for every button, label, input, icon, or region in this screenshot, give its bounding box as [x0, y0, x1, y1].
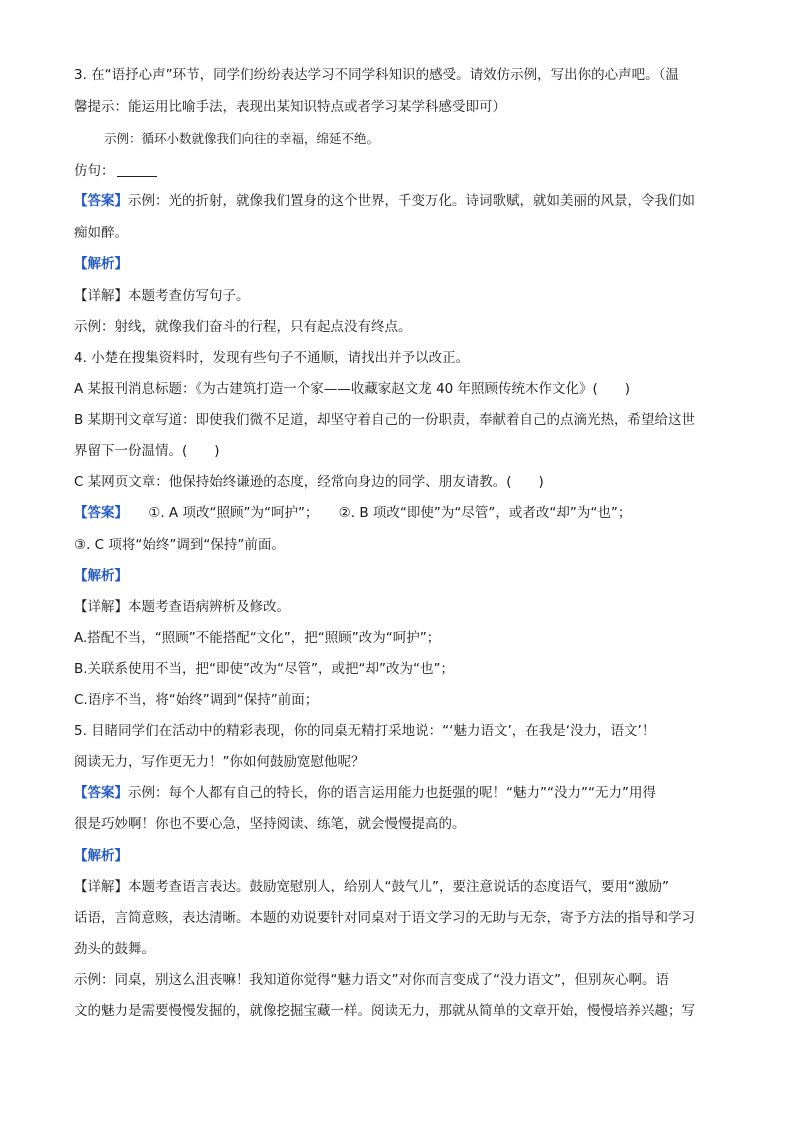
q5-detail-text: 本题考查语言表达。鼓励宽慰别人，给别人“鼓气儿”，要注意说话的态度语气，要用“激励” — [128, 879, 669, 895]
q4-option-a: A 某报刊消息标题：《为古建筑打造一个家——收藏家赵文龙 40 年照顾传统木作文化》( ) — [74, 381, 631, 397]
q4-answer-text: ①. A 项改“照顾”为“呵护”； ②. B 项改“即使”为“尽管”，或者改“却”为“也”； — [121, 505, 632, 521]
q4-detail-a: A.搭配不当，“照顾”不能搭配“文化”，把“照顾”改为“呵护”； — [74, 630, 441, 646]
q5-stem-line1: 5. 目睹同学们在活动中的精彩表现，你的同桌无精打采地说：“‘魅力语文’，在我是‘没力，语文’！ — [74, 723, 656, 739]
q4-detail-b: B.关联系使用不当，把“即使”改为“尽管”，或把“却”改为“也”； — [74, 661, 455, 677]
q4-option-b-line2: 界留下一份温情。( ) — [74, 443, 220, 459]
q3-answer-line1 — [74, 191, 728, 211]
q3-stem-line2: 馨提示：能运用比喻手法，表现出某知识特点或者学习某学科感受即可） — [74, 99, 506, 115]
q4-option-b-line1: B 某期刊文章写道：即使我们微不足道，却坚守着自己的一份职责，奉献着自己的点滴光热，希望给这世 — [74, 412, 696, 428]
q3-detail — [74, 286, 728, 306]
q4-detail-text: 本题考查语病辨析及修改。 — [128, 599, 290, 615]
q4-detail — [74, 597, 728, 617]
q4-answer-line2: ③. C 项将“始终”调到“保持”前面。 — [74, 537, 285, 553]
answer-blank — [117, 162, 157, 177]
detail-tag: 【详解】 — [74, 879, 128, 895]
q5-answer-line1 — [74, 783, 728, 803]
answer-tag: 【答案】 — [74, 193, 128, 209]
q3-detail-example: 示例：射线，就像我们奋斗的行程，只有起点没有终点。 — [74, 319, 412, 335]
q3-example: 示例：循环小数就像我们向往的幸福，绵延不绝。 — [104, 131, 380, 146]
q3-prompt — [74, 161, 728, 181]
q5-detail-line3: 劲头的鼓舞。 — [74, 941, 155, 957]
q4-option-c: C 某网页文章：他保持始终谦逊的态度，经常向身边的同学、朋友请教。( ) — [74, 474, 544, 490]
q5-stem-line2: 阅读无力，写作更无力！”你如何鼓励宽慰他呢？ — [74, 754, 365, 770]
analysis-tag: 【解析】 — [74, 568, 128, 584]
q5-answer-text: 示例：每个人都有自己的特长，你的语言运用能力也挺强的呢！“魅力”“没力”“无力”用得 — [128, 785, 656, 801]
q3-answer-text: 示例：光的折射，就像我们置身的这个世界，千变万化。诗词歌赋，就如美丽的风景，令我们如 — [128, 193, 695, 209]
q4-detail-c: C.语序不当，将“始终”调到“保持”前面； — [74, 692, 319, 708]
q3-detail-text: 本题考查仿写句子。 — [128, 288, 250, 304]
q5-detail-line2: 话语，言简意赅，表达清晰。本题的劝说要针对同桌对于语文学习的无助与无奈，寄予方法的指导和学习 — [74, 910, 695, 926]
detail-tag: 【详解】 — [74, 288, 128, 304]
q5-example-line2: 文的魅力是需要慢慢发掘的，就像挖掘宝藏一样。阅读无力，那就从简单的文章开始，慢慢培养兴趣；写 — [74, 1003, 695, 1019]
detail-tag: 【详解】 — [74, 599, 128, 615]
q4-stem: 4. 小楚在搜集资料时，发现有些句子不通顺，请找出并予以改正。 — [74, 350, 470, 366]
answer-tag: 【答案】 — [74, 505, 122, 521]
q3-answer-line2: 痴如醉。 — [74, 225, 128, 241]
q3-stem-line1: 3. 在“语抒心声”环节，同学们纷纷表达学习不同学科知识的感受。请效仿示例，写出你的心声吧。（温 — [74, 67, 679, 83]
q5-example-line1: 示例：同桌，别这么沮丧嘛！我知道你觉得“魅力语文”对你而言变成了“没力语文”，但别灰心啊。语 — [74, 972, 669, 988]
q4-answer-line1 — [74, 503, 728, 523]
q5-answer-line2: 很是巧妙啊！你也不要心急，坚持阅读、练笔，就会慢慢提高的。 — [74, 816, 466, 832]
answer-tag: 【答案】 — [74, 785, 128, 801]
q3-prompt-label: 仿句： — [74, 163, 115, 179]
q5-detail-line1 — [74, 877, 728, 897]
analysis-tag: 【解析】 — [74, 848, 128, 864]
analysis-tag: 【解析】 — [74, 256, 128, 272]
